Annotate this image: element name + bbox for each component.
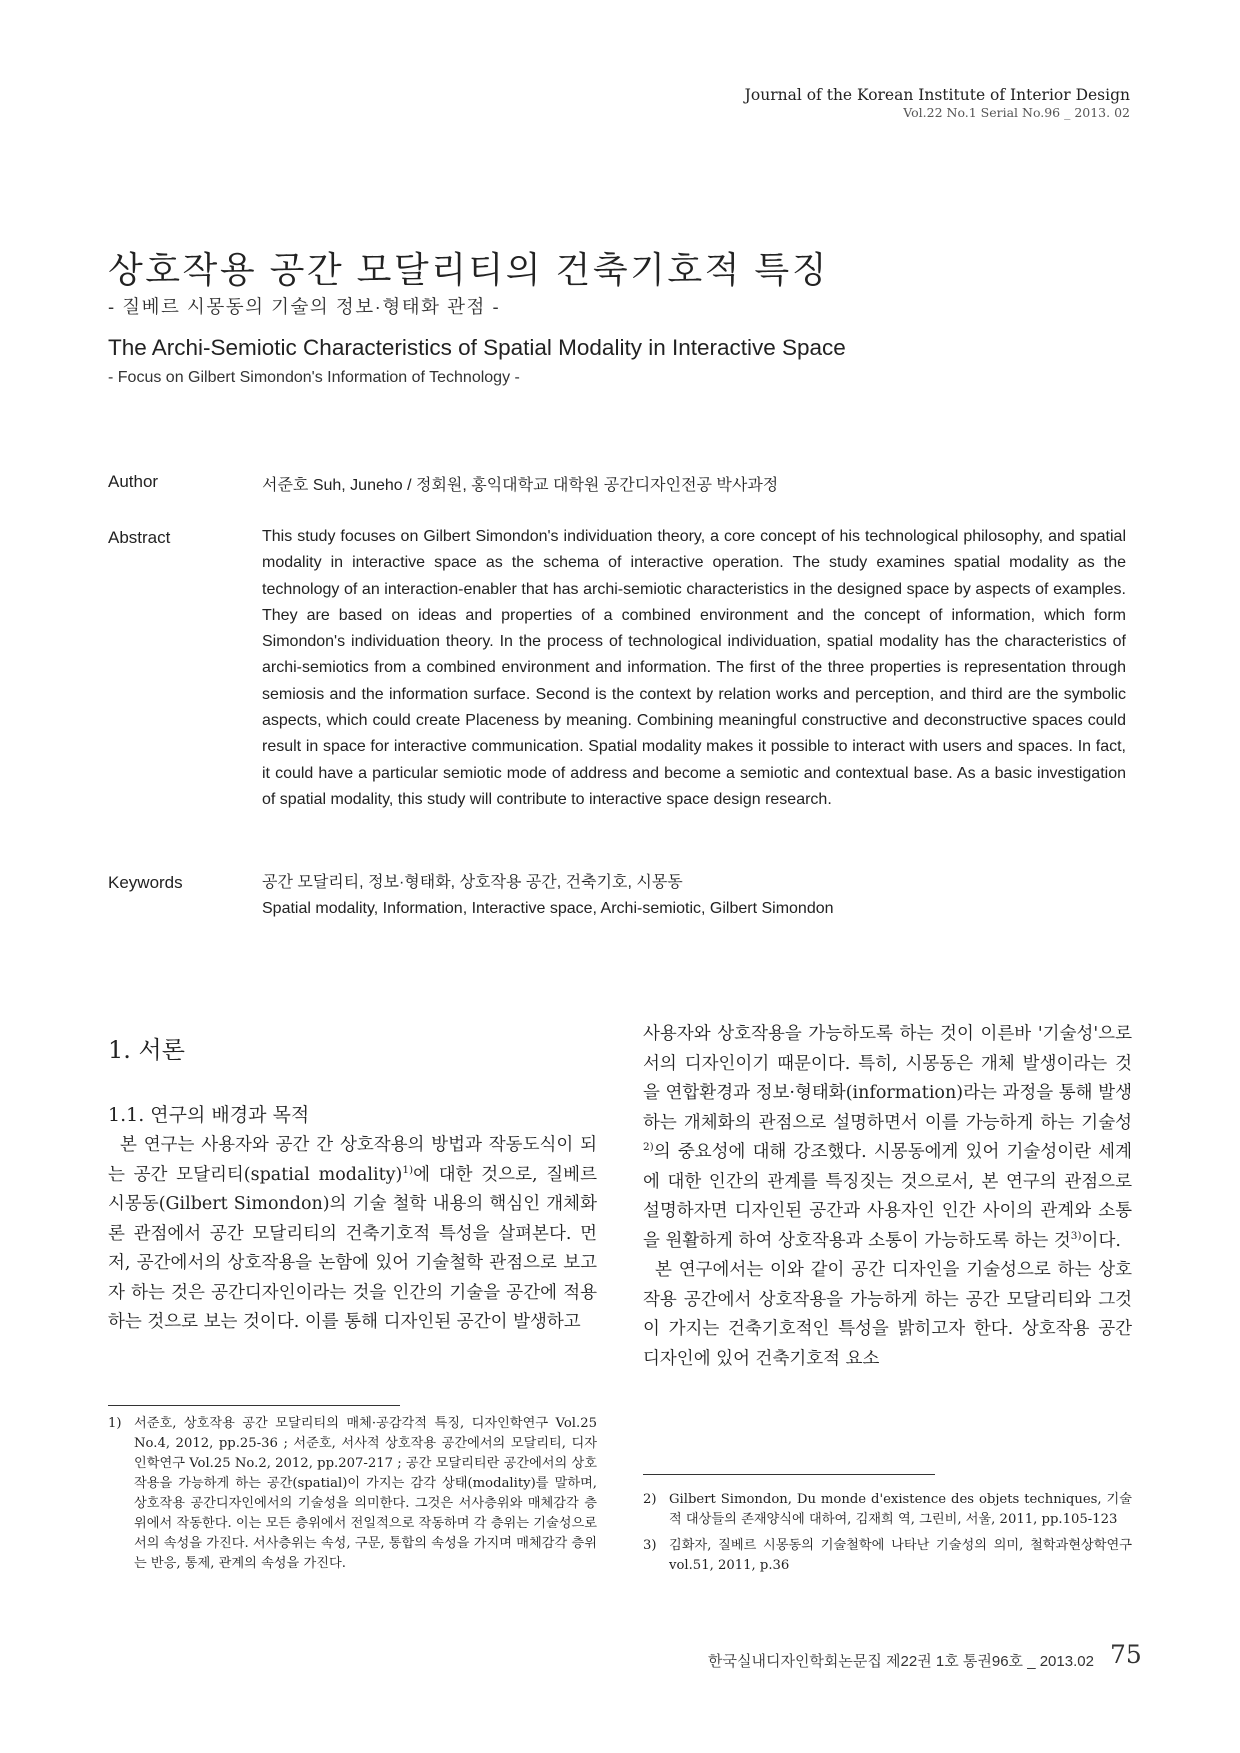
footnote-ref-3: 3)	[1070, 1229, 1082, 1242]
footnotes-right	[643, 1490, 1132, 1576]
title-korean: 상호작용 공간 모달리티의 건축기호적 특징	[108, 249, 829, 290]
footnote-2: 2) Gilbert Simondon, Du monde d'existence des objets techniques, 기술적 대상들의 존재양식에 대하여, 김재희 역, 그린비, 서울, 2011, pp.105-123	[643, 1492, 1132, 1527]
keywords-label: Keywords	[108, 873, 183, 892]
section-title: 1. 서론	[108, 1036, 185, 1064]
keywords-block	[262, 870, 1126, 922]
footnote-divider-left	[108, 1405, 400, 1406]
subtitle-english: - Focus on Gilbert Simondon's Information of Technology -	[108, 369, 520, 386]
keywords-english: Spatial modality, Information, Interactive space, Archi-semiotic, Gilbert Simondon	[262, 900, 834, 917]
subtitle-korean: - 질베르 시몽동의 기술의 정보·형태화 관점 -	[108, 296, 501, 317]
abstract-label: Abstract	[108, 528, 171, 547]
body-paragraph: 본 연구는 사용자와 공간 간 상호작용의 방법과 작동도식이 되는 공간 모달리티(spatial modality)$^{1)}$에 대한 것으로, 질베르 시몽동(Gilbert Simondon)의 기술 철학 내용의 핵심인 개체화론 관점에서 공간 모달리티의 건축기호적 특성을 살펴본다. 먼저, 공간에서의 상호작용을 논함에 있어 기술철학 관점으로 보고자 하는 것은 공간디자인이라는 것을 인간의 기술을 공간에 적용하는 것으로 보는 것이다. 이를 통해 디자인된 공간이 발생하고	[108, 1135, 597, 1332]
journal-name: Journal of the Korean Institute of Interior Design	[744, 86, 1130, 104]
subsection-title: 1.1. 연구의 배경과 목적	[108, 1104, 310, 1126]
body-paragraph: 본 연구에서는 이와 같이 공간 디자인을 기술성으로 하는 상호작용 공간에서 상호작용을 가능하게 하는 공간 모달리티와 그것이 가지는 건축기호적인 특성을 밝히고자 한다. 상호작용 공간 디자인에 있어 건축기호적 요소	[643, 1260, 1132, 1369]
footnote-3: 3) 김화자, 질베르 시몽동의 기술철학에 나타난 기술성의 의미, 철학과현상학연구 vol.51, 2011, p.36	[643, 1538, 1132, 1573]
title-english: The Archi-Semiotic Characteristics of Spatial Modality in Interactive Space	[108, 335, 846, 360]
keywords-korean: 공간 모달리티, 정보·형태화, 상호작용 공간, 건축기호, 시몽동	[262, 874, 683, 891]
footnotes-left	[108, 1414, 597, 1574]
journal-header	[745, 86, 1130, 121]
journal-issue: Vol.22 No.1 Serial No.96 _ 2013. 02	[903, 105, 1130, 120]
footnote-divider-right	[643, 1474, 935, 1475]
footnote-1: 1) 서준호, 상호작용 공간 모달리티의 매체·공감각적 특징, 디자인학연구 Vol.25 No.4, 2012, pp.25-36 ; 서준호, 서사적 상호작용 공간에서의 모달리티, 디자인학연구 Vol.25 No.2, 2012, pp.207-217 ; 공간 모달리티란 공간에서의 상호작용을 가능하게 하는 공간(spatial)이 가지는 감각 상태(modality)를 말하며, 상호작용 공간디자인에서의 기술성을 의미한다. 그것은 서사층위와 매체감각 층위에서 작동한다. 이는 모든 층위에서 전일적으로 작동하며 각 층위는 기술성으로서의 속성을 가진다. 서사층위는 속성, 구문, 통합의 속성을 가지며 매체감각 층위는 반응, 통제, 관계의 속성을 가진다.	[108, 1416, 597, 1571]
footnote-ref-1: 1)	[402, 1163, 414, 1176]
abstract-text: This study focuses on Gilbert Simondon's individuation theory, a core concept of his technological philosophy, and spatial modality in interactive space as the schema of interactive operation. The study examines spatial modality as the technology of an interaction-enabler that has archi-semiotic characteristics in the designed space by aspects of examples. They are based on ideas and properties of a combined environment and the concept of information, which form Simondon's individuation theory. In the process of technological individuation, spatial modality has the characteristics of archi-semiotics from a combined environment and information. The first of the three properties is representation through semiosis and the information surface. Second is the context by relation works and perception, and third are the symbolic aspects, which could create Placeness by meaning. Combining meaningful constructive and deconstructive spaces could result in space for interactive communication. Spatial modality makes it possible to interact with users and spaces. In fact, it could have a particular semiotic mode of address and become a semiotic and contextual base. As a basic investigation of spatial modality, this study will contribute to interactive space design research.	[262, 528, 1126, 808]
footnote-ref-2: 2)	[643, 1141, 654, 1154]
body-paragraph: 사용자와 상호작용을 가능하도록 하는 것이 이른바 '기술성'으로서의 디자인이기 때문이다. 특히, 시몽동은 개체 발생이라는 것을 연합환경과 정보·형태화(information)라는 과정을 통해 발생하는 개체화의 관점으로 설명하면서 이를 가능하게 하는 기술성$^{2)}$의 중요성에 대해 강조했다. 시몽동에게 있어 기술성이란 세계에 대한 인간의 관계를 특징짓는 것으로서, 본 연구의 관점으로 설명하자면 디자인된 공간과 사용자인 인간 사이의 관계와 소통을 원활하게 하여 상호작용과 소통이 가능하도록 하는 것$^{3)}$이다.	[643, 1024, 1132, 1251]
page-number: 75	[1110, 1640, 1142, 1669]
author-value: 서준호 Suh, Juneho / 정회원, 홍익대학교 대학원 공간디자인전공 박사과정	[262, 477, 779, 494]
body-left-column	[108, 1131, 597, 1338]
author-label: Author	[108, 472, 159, 491]
body-right-column	[643, 1020, 1132, 1374]
footer-citation: 한국실내디자인학회논문집 제22권 1호 통권96호 _ 2013.02	[708, 1653, 1094, 1670]
